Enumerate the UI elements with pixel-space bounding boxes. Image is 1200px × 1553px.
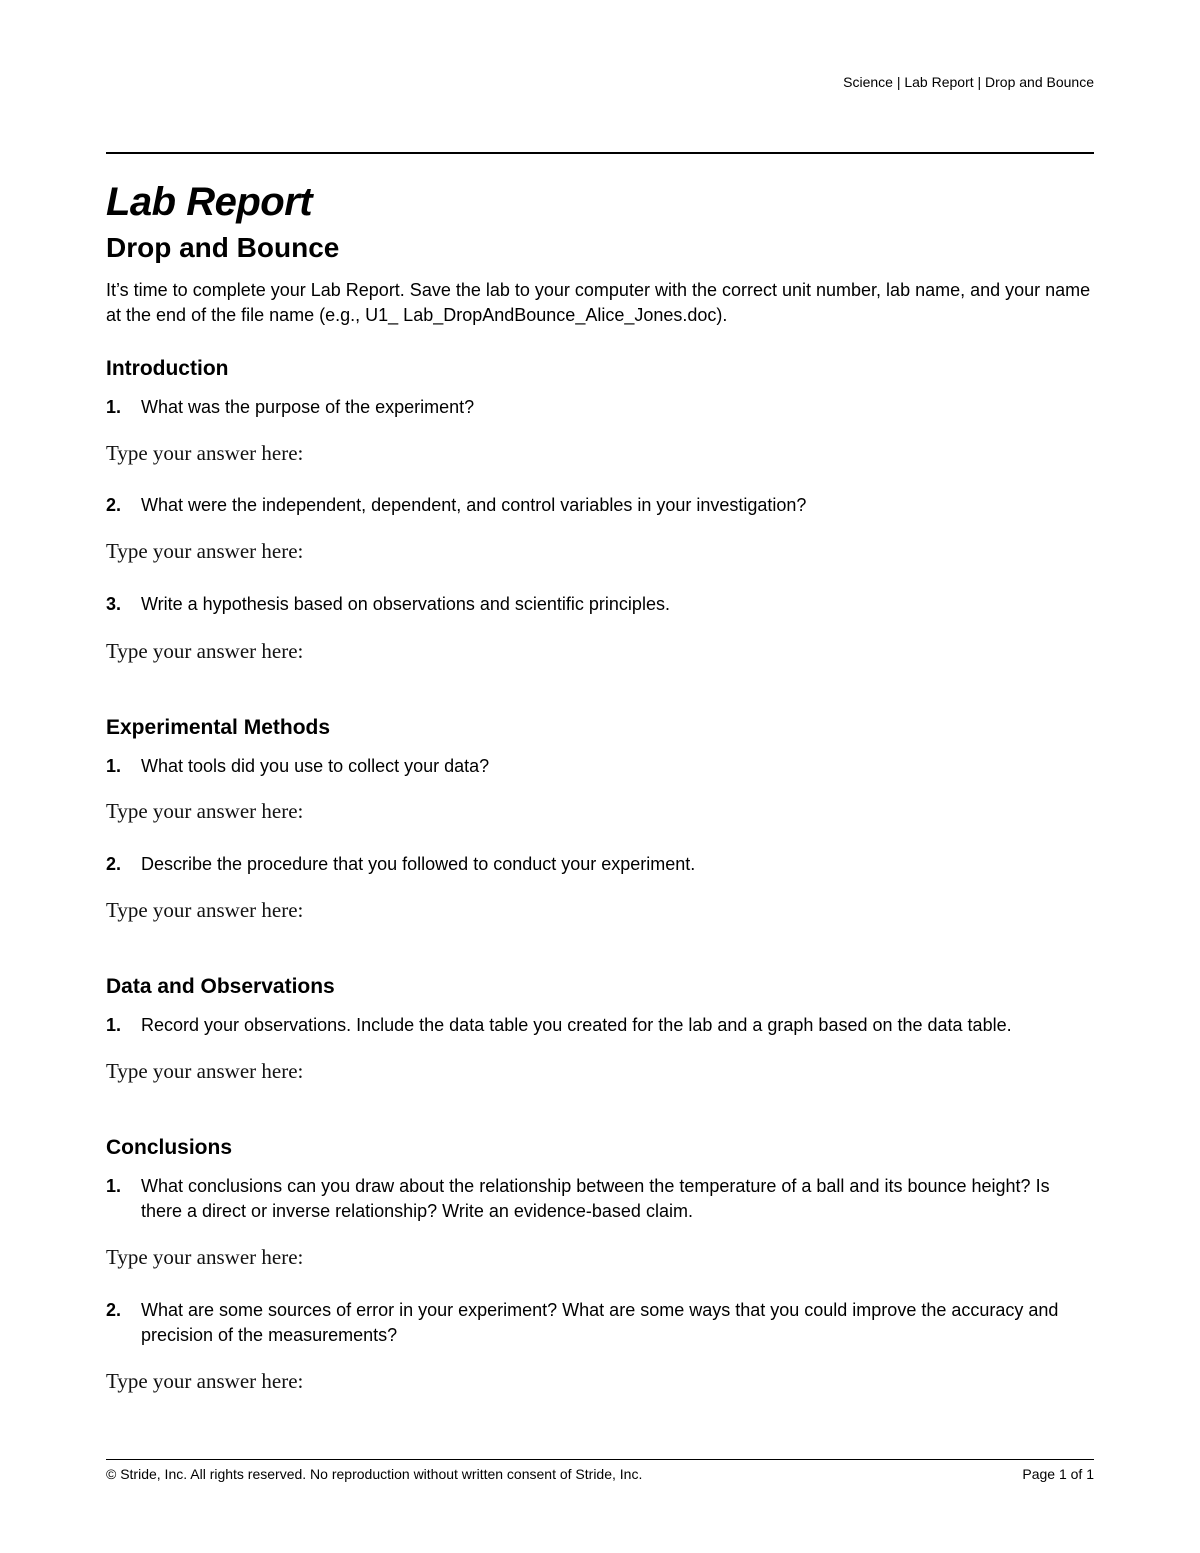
- question-text: Describe the procedure that you followed to conduct your experiment.: [141, 854, 696, 874]
- answer-field[interactable]: Type your answer here:: [106, 799, 304, 823]
- question-item: [106, 1174, 1094, 1224]
- question-text: What was the purpose of the experiment?: [141, 397, 475, 417]
- question-number: 2.: [106, 1300, 122, 1320]
- question-item: [106, 592, 1094, 617]
- question-number: 2.: [106, 854, 122, 874]
- page-number: Page 1 of 1: [1022, 1466, 1094, 1482]
- document-body: [106, 178, 1094, 1395]
- question-number: 1.: [106, 1015, 122, 1035]
- question-item: [106, 493, 1094, 518]
- answer-field[interactable]: Type your answer here:: [106, 898, 304, 922]
- question-item: [106, 852, 1094, 877]
- answer-field[interactable]: Type your answer here:: [106, 441, 304, 465]
- answer-field[interactable]: Type your answer here:: [106, 539, 304, 563]
- question-number: 1.: [106, 756, 122, 776]
- answer-field[interactable]: Type your answer here:: [106, 639, 304, 663]
- question-text: Write a hypothesis based on observations and scientific principles.: [141, 594, 670, 614]
- question-text: What are some sources of error in your experiment? What are some ways that you could improve the accuracy and precision of the measurements?: [141, 1300, 1059, 1345]
- section-heading: Conclusions: [106, 1136, 233, 1159]
- section-experimental-methods: [106, 714, 1094, 924]
- running-header: Science | Lab Report | Drop and Bounce: [843, 74, 1094, 90]
- question-item: [106, 1013, 1094, 1038]
- section-introduction: [106, 355, 1094, 665]
- question-text: What were the independent, dependent, and control variables in your investigation?: [141, 495, 807, 515]
- answer-field[interactable]: Type your answer here:: [106, 1059, 304, 1083]
- question-text: What conclusions can you draw about the relationship between the temperature of a ball and its bounce height? Is there a direct or inverse relationship? Write an evidence-based claim.: [141, 1176, 1050, 1221]
- header-divider: [106, 152, 1094, 154]
- question-number: 1.: [106, 397, 122, 417]
- copyright-notice: © Stride, Inc. All rights reserved. No reproduction without written consent of Stride, Inc.: [106, 1466, 643, 1482]
- section-heading: Experimental Methods: [106, 716, 331, 739]
- document-subtitle: Drop and Bounce: [106, 232, 340, 263]
- question-item: [106, 395, 1094, 420]
- question-text: What tools did you use to collect your data?: [141, 756, 490, 776]
- question-text: Record your observations. Include the data table you created for the lab and a graph based on the data table.: [141, 1015, 1012, 1035]
- section-heading: Introduction: [106, 357, 229, 380]
- page-footer: [106, 1465, 1094, 1483]
- question-number: 2.: [106, 495, 122, 515]
- question-number: 3.: [106, 594, 122, 614]
- footer-divider: [106, 1459, 1094, 1460]
- answer-field[interactable]: Type your answer here:: [106, 1245, 304, 1269]
- section-heading: Data and Observations: [106, 975, 335, 998]
- answer-field[interactable]: Type your answer here:: [106, 1369, 304, 1393]
- document-page: [106, 0, 1094, 1553]
- question-item: [106, 1298, 1094, 1348]
- section-conclusions: [106, 1134, 1094, 1395]
- section-data-and-observations: [106, 973, 1094, 1085]
- question-number: 1.: [106, 1176, 122, 1196]
- question-item: [106, 754, 1094, 779]
- document-title: Lab Report: [106, 180, 313, 224]
- intro-instructions: It’s time to complete your Lab Report. Save the lab to your computer with the correct unit number, lab name, and your name at the end of the file name (e.g., U1_ Lab_DropAndBounce_Alice_Jones.doc).: [106, 280, 1091, 325]
